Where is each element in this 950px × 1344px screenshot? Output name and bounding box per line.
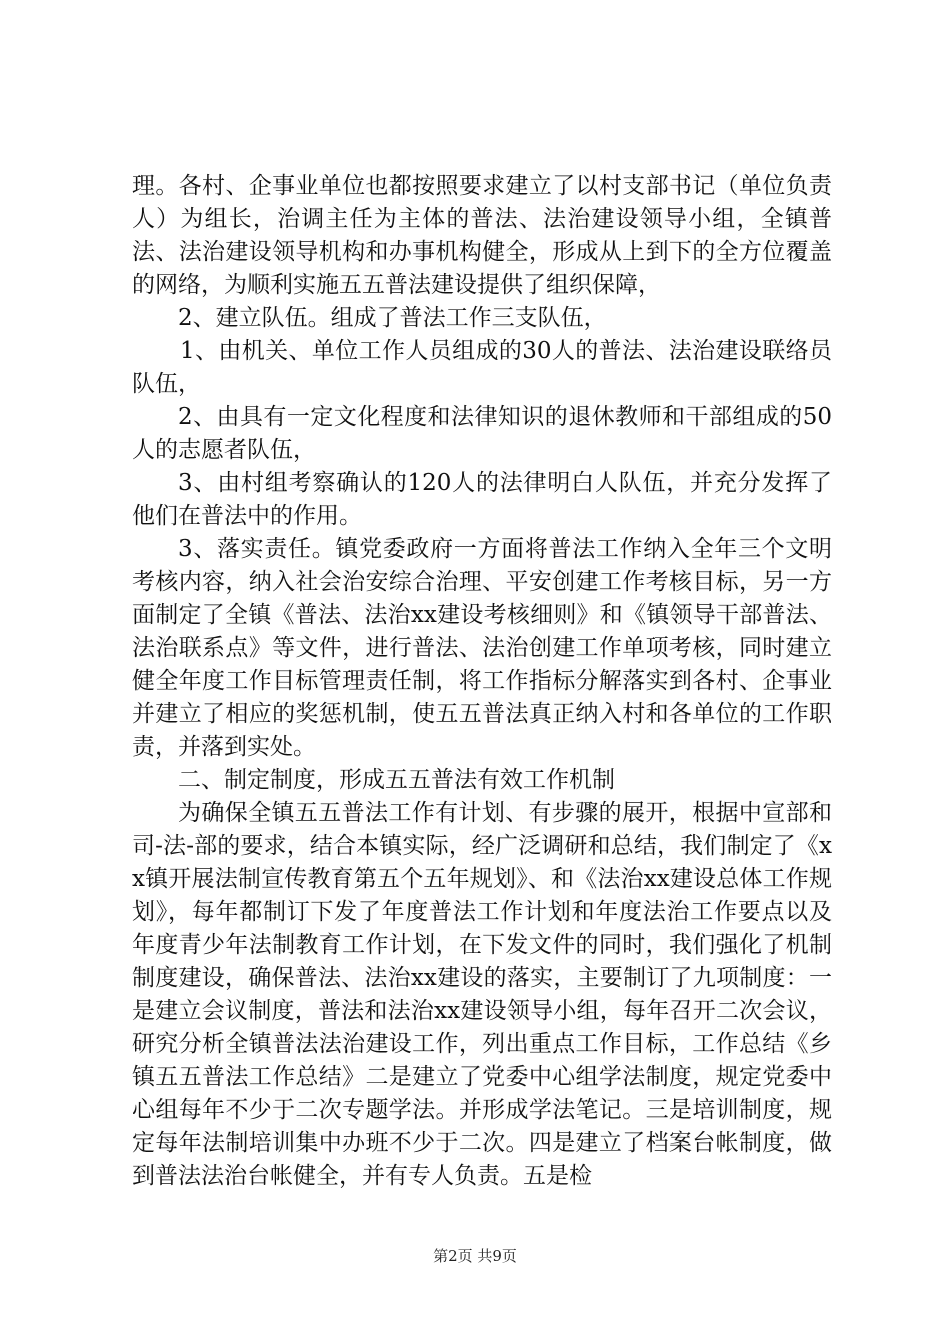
paragraph-team-heading: 2、建立队伍。组成了普法工作三支队伍， [178,305,607,331]
paragraph-team-volunteers: 2、由具有一定文化程度和法律知识的退休教师和干部组成的50人的志愿者队伍， [132,404,832,463]
paragraph-org-structure: 理。各村、企事业单位也都按照要求建立了以村支部书记（单位负责人）为组长，治调主任为主体的普法、法治建设领导小组，全镇普法、法治建设领导机构和办事机构健全，形成从上到下的全方位覆盖的网络，为顺利实施五五普法建设提供了组织保障， [132,173,832,298]
paragraph-team-legal-aides: 3、由村组考察确认的120人的法律明白人队伍，并充分发挥了他们在普法中的作用。 [132,470,832,529]
section-heading-system: 二、制定制度，形成五五普法有效工作机制 [178,767,615,793]
document-body [132,170,832,1193]
paragraph-responsibility: 3、落实责任。镇党委政府一方面将普法工作纳入全年三个文明考核内容，纳入社会治安综合治理、平安创建工作考核目标，另一方面制定了全镇《普法、法治xx建设考核细则》和《镇领导干部普法、法治联系点》等文件，进行普法、法治创建工作单项考核，同时建立健全年度工作目标管理责任制，将工作指标分解落实到各村、企事业并建立了相应的奖惩机制，使五五普法真正纳入村和各单位的工作职责，并落到实处。 [132,536,832,760]
paragraph-team-liaison: 1、由机关、单位工作人员组成的30人的普法、法治建设联络员队伍， [132,338,832,397]
page-indicator: 第2页 共9页 [433,1247,517,1265]
paragraph-system-details: 为确保全镇五五普法工作有计划、有步骤的展开，根据中宣部和司-法-部的要求，结合本镇实际，经广泛调研和总结，我们制定了《xx镇开展法制宣传教育第五个五年规划》、和《法治xx建设总体工作规划》，每年都制订下发了年度普法工作计划和年度法治工作要点以及年度青少年法制教育工作计划，在下发文件的同时，我们强化了机制制度建设，确保普法、法治xx建设的落实，主要制订了九项制度：一是建立会议制度，普法和法治xx建设领导小组，每年召开二次会议，研究分析全镇普法法治建设工作，列出重点工作目标，工作总结《乡镇五五普法工作总结》二是建立了党委中心组学法制度，规定党委中心组每年不少于二次专题学法。并形成学法笔记。三是培训制度，规定每年法制培训集中办班不少于二次。四是建立了档案台帐制度，做到普法法治台帐健全，并有专人负责。五是检 [132,800,832,1189]
